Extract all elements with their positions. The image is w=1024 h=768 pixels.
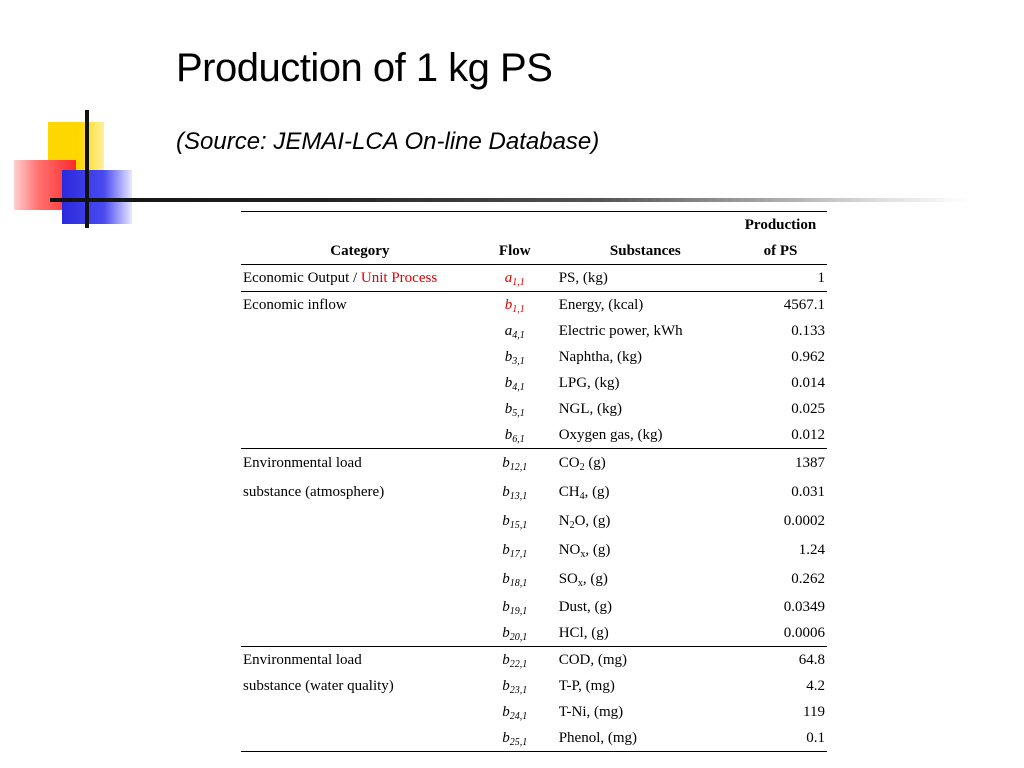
cell-category xyxy=(241,422,479,449)
flow-variable: b xyxy=(504,426,513,443)
table-row xyxy=(241,449,827,479)
header-flow: Flow xyxy=(479,238,551,265)
cell-category xyxy=(241,620,479,647)
cell-production-value: 0.133 xyxy=(791,322,825,339)
flow-variable: b xyxy=(502,598,510,615)
substance-name: NO xyxy=(558,542,581,558)
substance-name: CO xyxy=(558,455,580,471)
table-row xyxy=(241,292,827,319)
substance-name: NGL, (kg) xyxy=(558,400,623,417)
flow-variable: b xyxy=(504,374,513,391)
substance-name: Dust, (g) xyxy=(558,598,613,615)
decor-horizontal-rule xyxy=(50,198,970,202)
cell-substance xyxy=(551,594,734,620)
cell-substance xyxy=(551,422,734,449)
cell-category xyxy=(241,370,479,396)
substance-name: PS, (kg) xyxy=(558,269,608,286)
cell-production-value: 0.0006 xyxy=(734,620,827,647)
cell-flow xyxy=(479,292,551,319)
flow-index: 15,1 xyxy=(509,520,528,531)
cell-substance xyxy=(551,292,734,319)
flow-variable: a xyxy=(504,269,513,286)
flow-index: 17,1 xyxy=(509,549,528,560)
cell-flow xyxy=(479,620,551,647)
table-row xyxy=(241,565,827,594)
substance-unit: , (g) xyxy=(584,484,610,500)
cell-production-value: 1.24 xyxy=(798,542,825,558)
cell-substance xyxy=(551,725,734,752)
cell-flow xyxy=(479,673,551,699)
table-row xyxy=(241,620,827,647)
substance-name: N xyxy=(558,513,570,529)
flow-index: 1,1 xyxy=(512,303,525,315)
slide-title: Production of 1 kg PS xyxy=(176,46,553,90)
cell-production-value: 0.262 xyxy=(791,571,825,587)
table-row xyxy=(241,265,827,292)
cell-flow xyxy=(479,370,551,396)
cell-production-value: 4.2 xyxy=(806,677,825,694)
cell-substance xyxy=(551,536,734,565)
table-row xyxy=(241,422,827,449)
cell-substance xyxy=(551,344,734,370)
table-row xyxy=(241,478,827,507)
cell-flow xyxy=(479,396,551,422)
substance-name: Energy, (kcal) xyxy=(558,296,644,313)
cell-substance xyxy=(551,370,734,396)
flow-index: 13,1 xyxy=(509,491,528,502)
cell-category: Environmental load xyxy=(243,651,362,668)
table-row xyxy=(241,396,827,422)
flow-index: 19,1 xyxy=(509,605,528,617)
category-separator: / xyxy=(349,269,361,286)
cell-category: substance (atmosphere) xyxy=(243,484,385,500)
table-row xyxy=(241,536,827,565)
flow-variable: b xyxy=(504,348,513,365)
substance-name: Phenol, (mg) xyxy=(558,729,638,746)
flow-index: 6,1 xyxy=(512,433,525,445)
flow-index: 12,1 xyxy=(509,462,528,473)
flow-index: 3,1 xyxy=(512,355,525,367)
cell-substance xyxy=(551,449,734,479)
substance-name: T-Ni, (mg) xyxy=(558,703,624,720)
flow-variable: b xyxy=(504,400,513,417)
table-row xyxy=(241,699,827,725)
cell-category xyxy=(241,344,479,370)
substance-name: Electric power, kWh xyxy=(558,322,683,339)
cell-production-value: 64.8 xyxy=(798,651,825,668)
table-row xyxy=(241,647,827,674)
substance-unit: O, (g) xyxy=(574,513,611,529)
cell-substance xyxy=(551,507,734,536)
substance-name: CH xyxy=(558,484,580,500)
cell-flow xyxy=(479,478,551,507)
category-unit-process: Unit Process xyxy=(360,269,438,286)
substance-subscript: x xyxy=(580,549,586,560)
cell-flow xyxy=(479,647,551,674)
flow-variable: b xyxy=(502,677,510,694)
cell-flow xyxy=(479,344,551,370)
cell-production-value: 4567.1 xyxy=(783,296,825,313)
cell-flow xyxy=(479,318,551,344)
substance-unit: (g) xyxy=(584,455,606,471)
cell-substance xyxy=(551,565,734,594)
substance-subscript: 2 xyxy=(569,520,575,531)
flow-variable: b xyxy=(502,542,510,558)
inventory-table xyxy=(241,211,827,752)
decorative-corner-graphic xyxy=(0,0,1024,240)
cell-flow xyxy=(479,422,551,449)
header-substances: Substances xyxy=(551,238,734,265)
substance-name: Oxygen gas, (kg) xyxy=(558,426,663,443)
cell-category: Environmental load xyxy=(243,455,362,471)
cell-substance xyxy=(551,396,734,422)
cell-category xyxy=(241,265,479,292)
cell-category xyxy=(241,396,479,422)
header-category: Category xyxy=(241,238,479,265)
cell-substance xyxy=(551,265,734,292)
cell-substance xyxy=(551,620,734,647)
decor-blue-square xyxy=(62,170,132,224)
cell-production-value: 0.031 xyxy=(791,484,825,500)
table-row xyxy=(241,344,827,370)
cell-substance xyxy=(551,699,734,725)
table-row xyxy=(241,673,827,699)
cell-production-value: 1 xyxy=(734,265,827,292)
cell-substance xyxy=(551,647,734,674)
decor-red-square xyxy=(14,160,76,210)
substance-name: HCl, (g) xyxy=(558,624,609,641)
substance-subscript: x xyxy=(577,578,583,589)
header-production-line1: Production xyxy=(734,212,827,239)
flow-variable: b xyxy=(502,729,510,746)
table-body xyxy=(241,265,827,752)
cell-flow xyxy=(479,594,551,620)
flow-variable: b xyxy=(502,651,510,668)
cell-category: Economic inflow xyxy=(243,296,347,313)
cell-category xyxy=(241,318,479,344)
table-row xyxy=(241,370,827,396)
cell-production-value: 0.0349 xyxy=(783,598,825,615)
cell-production-value: 0.025 xyxy=(791,400,825,417)
flow-index: 25,1 xyxy=(509,736,528,748)
substance-name: Naphtha, (kg) xyxy=(558,348,643,365)
cell-category xyxy=(241,536,479,565)
cell-category xyxy=(241,699,479,725)
cell-flow xyxy=(479,265,551,292)
flow-variable: b xyxy=(502,624,510,641)
substance-name: COD, (mg) xyxy=(558,651,628,668)
table-row xyxy=(241,507,827,536)
category-economic-output: Economic Output xyxy=(243,269,350,286)
cell-category xyxy=(241,565,479,594)
flow-index: 24,1 xyxy=(509,710,528,722)
cell-production-value: 1387 xyxy=(795,455,825,471)
decor-vertical-rule xyxy=(85,110,89,228)
cell-category xyxy=(241,507,479,536)
flow-index: 4,1 xyxy=(512,329,525,341)
cell-substance xyxy=(551,478,734,507)
cell-flow xyxy=(479,449,551,479)
flow-variable: b xyxy=(502,513,510,529)
cell-flow xyxy=(479,725,551,752)
flow-index: 18,1 xyxy=(509,578,528,589)
slide-subtitle: (Source: JEMAI-LCA On-line Database) xyxy=(176,128,600,155)
cell-substance xyxy=(551,318,734,344)
decor-yellow-square xyxy=(48,122,104,192)
flow-index: 1,1 xyxy=(512,276,525,288)
flow-variable: b xyxy=(504,296,513,313)
cell-production-value: 0.0002 xyxy=(783,513,825,529)
substance-name: LPG, (kg) xyxy=(558,374,620,391)
flow-variable: a xyxy=(504,322,513,339)
substance-unit: , (g) xyxy=(585,542,611,558)
substance-name: SO xyxy=(558,571,578,587)
cell-production-value: 0.014 xyxy=(791,374,825,391)
flow-variable: b xyxy=(502,703,510,720)
flow-variable: b xyxy=(502,484,510,500)
table-row xyxy=(241,725,827,752)
table-row xyxy=(241,318,827,344)
flow-index: 5,1 xyxy=(512,407,525,419)
cell-production-value: 0.012 xyxy=(734,422,827,449)
header-production-line2: of PS xyxy=(734,238,827,265)
flow-variable: b xyxy=(502,571,510,587)
table-row xyxy=(241,594,827,620)
flow-index: 22,1 xyxy=(509,658,528,670)
cell-substance xyxy=(551,673,734,699)
substance-subscript: 4 xyxy=(579,491,585,502)
cell-production-value: 0.962 xyxy=(791,348,825,365)
flow-index: 20,1 xyxy=(509,631,528,643)
substance-subscript: 2 xyxy=(579,462,585,473)
flow-index: 4,1 xyxy=(512,381,525,393)
cell-flow xyxy=(479,536,551,565)
cell-production-value: 0.1 xyxy=(734,725,827,752)
cell-category: substance (water quality) xyxy=(243,677,394,694)
cell-category xyxy=(241,594,479,620)
cell-flow xyxy=(479,565,551,594)
cell-flow xyxy=(479,507,551,536)
cell-production-value: 119 xyxy=(803,703,825,720)
substance-name: T-P, (mg) xyxy=(558,677,615,694)
flow-index: 23,1 xyxy=(509,684,528,696)
flow-variable: b xyxy=(502,455,510,471)
substance-unit: , (g) xyxy=(582,571,608,587)
cell-flow xyxy=(479,699,551,725)
cell-category xyxy=(241,725,479,752)
